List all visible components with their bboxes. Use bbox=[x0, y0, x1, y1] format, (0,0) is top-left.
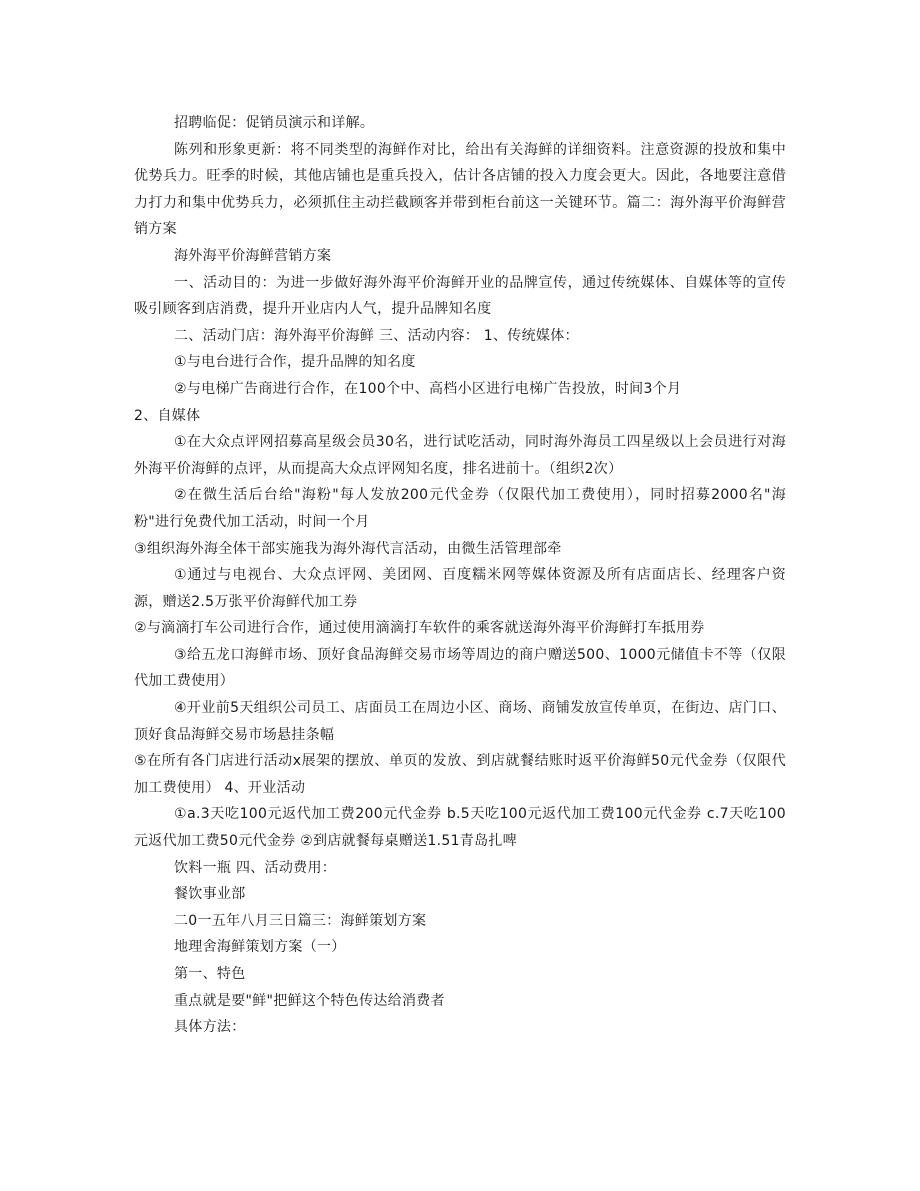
paragraph: ①与电台进行合作，提升品牌的知名度 bbox=[174, 354, 416, 371]
paragraph: 重点就是要"鲜"把鲜这个特色传达给消费者 bbox=[174, 992, 445, 1009]
paragraph: 具体方法： bbox=[174, 1019, 246, 1036]
document-body bbox=[134, 110, 786, 1041]
paragraph: ①通过与电视台、大众点评网、美团网、百度糯米网等媒体资源及所有店面店长、经理客户资源，赠送2.5万张平价海鲜代加工券 bbox=[134, 567, 786, 610]
paragraph: 第一、特色 bbox=[174, 966, 246, 982]
paragraph: ①在大众点评网招募高星级会员30名，进行试吃活动，同时海外海员工四星级以上会员进行对海外海平价海鲜的点评，从而提高大众点评网知名度，排名进前十。（组织2次） bbox=[134, 434, 786, 477]
paragraph: 一、活动目的：为进一步做好海外海平价海鲜开业的品牌宣传，通过传统媒体、自媒体等的宣传吸引顾客到店消费，提升开业店内人气，提升品牌知名度 bbox=[134, 274, 786, 318]
paragraph: 招聘临促：促销员演示和详解。 bbox=[174, 115, 375, 131]
paragraph: 餐饮事业部 bbox=[174, 886, 246, 903]
paragraph: 二0一五年八月三日篇三：海鲜策划方案 bbox=[174, 912, 427, 929]
paragraph: 地理舍海鲜策划方案（一） bbox=[174, 939, 346, 956]
paragraph: ④开业前5天组织公司员工、店面员工在周边小区、商场、商铺发放宣传单页，在街边、店门口、顶好食品海鲜交易市场悬挂条幅 bbox=[134, 700, 786, 743]
paragraph: 海外海平价海鲜营销方案 bbox=[174, 247, 332, 264]
paragraph: 2、自媒体 bbox=[134, 407, 201, 424]
paragraph: ②与电梯广告商进行合作，在100个中、高档小区进行电梯广告投放，时间3个月 bbox=[174, 380, 682, 397]
paragraph: ①a.3天吃100元返代加工费200元代金券 b.5天吃100元返代加工费100元代金券 c.7天吃100元返代加工费50元代金券 ②到店就餐每桌赠送1.51青岛扎啤 bbox=[134, 806, 786, 850]
paragraph: ③组织海外海全体干部实施我为海外海代言活动，由微生活管理部牵 bbox=[134, 540, 562, 557]
paragraph: 二、活动门店：海外海平价海鲜 三、活动内容： 1、传统媒体： bbox=[174, 327, 579, 344]
paragraph: ②在微生活后台给"海粉"每人发放200元代金券（仅限代加工费使用），同时招募2000名"海粉"进行免费代加工活动，时间一个月 bbox=[134, 487, 786, 530]
paragraph: 饮料一瓶 四、活动费用： bbox=[174, 859, 337, 876]
paragraph: ③给五龙口海鲜市场、顶好食品海鲜交易市场等周边的商户赠送500、1000元储值卡不等（仅限代加工费使用） bbox=[134, 646, 786, 690]
paragraph: 陈列和形象更新：将不同类型的海鲜作对比，给出有关海鲜的详细资料。注意资源的投放和集中优势兵力。旺季的时候，其他店铺也是重兵投入，估计各店铺的投入力度会更大。因此，各地要注意借力打力和集中优势兵力，必须抓住主动拦截顾客并带到柜台前这一关键环节。篇二：海外海平价海鲜营销方案 bbox=[134, 141, 786, 238]
paragraph: ②与滴滴打车公司进行合作，通过使用滴滴打车软件的乘客就送海外海平价海鲜打车抵用券 bbox=[134, 620, 705, 637]
paragraph: ⑤在所有各门店进行活动x展架的摆放、单页的发放、到店就餐结账时返平价海鲜50元代金券（仅限代加工费使用） 4、开业活动 bbox=[134, 753, 786, 796]
